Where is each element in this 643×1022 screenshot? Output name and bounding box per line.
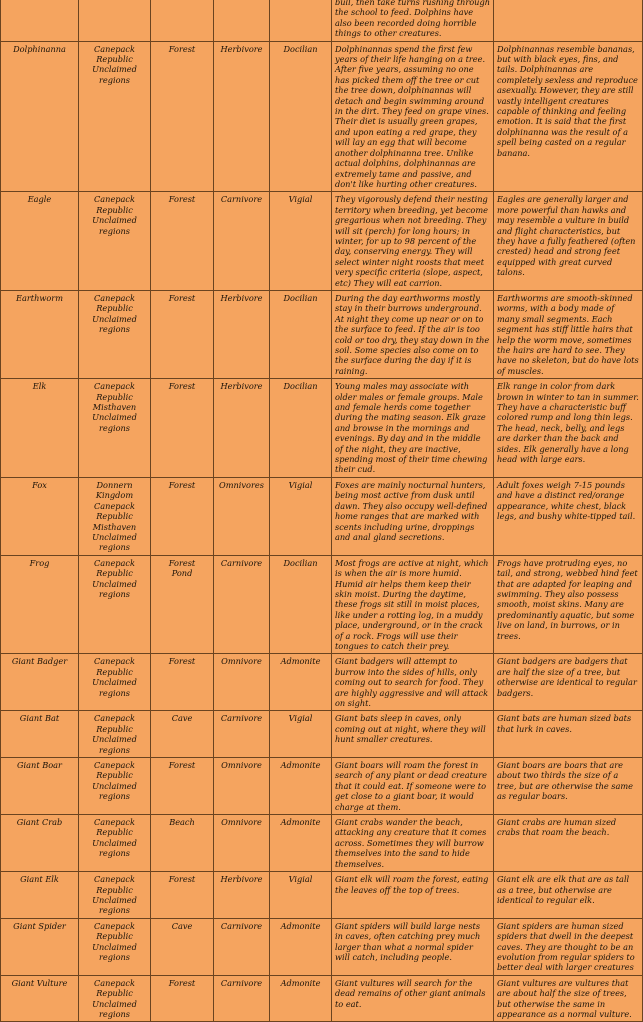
creature-row (1, 975, 643, 1022)
creature-habitat-cell (151, 758, 214, 815)
creature-region: Misthaven (92, 402, 137, 413)
creature-row (1, 872, 643, 919)
creature-appearance-cell (494, 555, 643, 654)
creature-temperament-cell (270, 477, 332, 555)
creature-name-cell (1, 477, 79, 555)
creature-habitat-cell (151, 0, 214, 41)
creature-regions-cell (79, 872, 151, 919)
creature-appearance: Dolphinannas resemble bananas, but with black eyes, fins, and tails. Dolphinannas are completely sexless and reproduce asexually. However, they are still vastly intelligent creatures capable of thinking and feeling emotion. It is said that the first dolphinanna was the result of a spell being casted on a regular banana. (497, 43, 638, 158)
creature-temperament-cell (270, 918, 332, 975)
creature-behavior-cell (332, 654, 494, 711)
creature-appearance: Giant spiders are human sized spiders that dwell in the deepest caves. They are thought to be an evolution from regular spiders to better deal with larger creatures (497, 920, 635, 973)
creature-name: Elk (32, 381, 47, 392)
creature-diet-cell (214, 290, 270, 378)
creature-behavior-cell (332, 815, 494, 872)
creature-appearance-cell (494, 758, 643, 815)
creature-temperament: Docilian (283, 43, 318, 54)
creature-behavior: They vigorously defend their nesting territory when breeding, yet become gregarious when not breeding. They will sit (perch) for long hours; in winter, for up to 98 percent of the day, conserving energy. They will select winter night roosts that meet very specific criteria (slope, aspect, etc) They will eat carrion. (335, 194, 488, 288)
creature-behavior: Foxes are mainly nocturnal hunters, being most active from dusk until dawn. They also occupy well-defined home ranges that are marked with scents including urine, droppings and anal gland secretions. (335, 479, 488, 542)
creature-habitat-cell (151, 872, 214, 919)
creature-name: Earthworm (16, 292, 63, 303)
creature-region: Unclaimed regions (92, 578, 137, 599)
creature-appearance: Eagles are generally larger and more powerful than hawks and may resemble a vulture in build and flight characteristics, but they have a fully feathered (often crested) head and strong feet equipped with great curved talons. (497, 194, 636, 278)
creature-region: Unclaimed regions (92, 837, 137, 859)
creature-regions-cell (79, 975, 151, 1022)
creature-name-cell (1, 0, 79, 41)
creature-name-cell (1, 379, 79, 478)
creature-habitat: Forest (168, 43, 196, 54)
creature-diet: Omnivore (221, 656, 262, 667)
creature-region: Canepack Republic (94, 874, 135, 895)
creature-temperament: Vigial (288, 874, 313, 885)
creature-habitat-cell (151, 379, 214, 478)
creature-regions-cell (79, 477, 151, 555)
creature-region: Canepack Republic (94, 557, 135, 579)
creature-appearance: Giant vultures are vultures that are about half the size of trees, but otherwise the same in appearance as a normal vulture. (497, 977, 632, 1019)
creature-region: Unclaimed regions (92, 215, 137, 236)
creature-diet: Herbivore (220, 874, 263, 885)
creature-appearance: Earthworms are smooth-skinned worms, with a body made of many small segments. Each segment has stiff little hairs that help the worm move, sometimes the hairs are hard to see. They have no skeleton, but do have lots of muscles. (497, 292, 639, 376)
creature-name: Giant Elk (20, 874, 59, 885)
creature-temperament: Admonite (280, 977, 321, 988)
creature-temperament: Docilian (283, 292, 318, 303)
creature-temperament-cell (270, 0, 332, 41)
creature-row (1, 379, 643, 478)
creature-diet-cell (214, 41, 270, 192)
creature-behavior-cell (332, 192, 494, 291)
creature-habitat: Cave (171, 713, 193, 724)
creature-region: Canepack Republic (94, 977, 135, 999)
creature-diet-cell (214, 758, 270, 815)
creature-row (1, 192, 643, 291)
creature-habitat-cell (151, 41, 214, 192)
creature-temperament: Docilian (283, 557, 318, 568)
creature-appearance-cell (494, 918, 643, 975)
creature-region: Unclaimed regions (92, 531, 137, 553)
creature-appearance: Frogs have protruding eyes, no tail, and strong, webbed hind feet that are adapted for leaping and swimming. They also possess smooth, moist skins. Many are predominantly aquatic, but some live on land, in burrows, or in trees. (497, 557, 638, 641)
creature-behavior: Giant vultures will search for the dead remains of other giant animals to eat. (335, 977, 486, 1009)
creature-habitat: Forest (168, 760, 196, 771)
creature-diet: Carnivore (220, 557, 263, 568)
creature-region: Unclaimed regions (92, 941, 137, 962)
creature-appearance-cell (494, 290, 643, 378)
creature-diet: Carnivore (220, 977, 263, 988)
creature-name-cell (1, 918, 79, 975)
creature-appearance-cell (494, 815, 643, 872)
creature-temperament-cell (270, 815, 332, 872)
creature-regions-cell (79, 711, 151, 758)
creature-behavior-cell (332, 477, 494, 555)
creature-temperament-cell (270, 379, 332, 478)
creature-behavior: During the day earthworms mostly stay in their burrows underground. At night they come up near or on to the surface to feed. If the air is too cold or too dry, they stay down in the soil. Some species also come on to the surface during the day if it is raining. (335, 292, 490, 376)
creature-diet-cell (214, 0, 270, 41)
creature-region: Canepack Republic (94, 817, 135, 838)
creature-appearance: Giant crabs are human sized crabs that roam the beach. (497, 817, 617, 838)
creature-name-cell (1, 758, 79, 815)
creature-region: Unclaimed regions (92, 894, 137, 916)
creature-temperament-cell (270, 711, 332, 758)
creature-diet: Omnivores (219, 479, 264, 490)
creature-region: Canepack Republic (94, 920, 135, 942)
creature-name-cell (1, 41, 79, 192)
creature-behavior-cell (332, 379, 494, 478)
creature-region: Canepack Republic (94, 43, 135, 65)
creature-behavior: Giant crabs wander the beach, attacking any creature that it comes across. Sometimes they will burrow themselves into the sand to hide themselves. (335, 817, 487, 869)
creature-regions-cell (79, 41, 151, 192)
creature-name-cell (1, 711, 79, 758)
creature-habitat-cell (151, 711, 214, 758)
creature-habitat: Forest (168, 557, 196, 568)
creature-regions-cell (79, 379, 151, 478)
creature-temperament: Admonite (280, 817, 321, 828)
creature-temperament: Admonite (280, 760, 321, 771)
creature-diet: Carnivore (220, 713, 263, 724)
creature-habitat-cell (151, 477, 214, 555)
creature-behavior-cell (332, 758, 494, 815)
creature-appearance: Adult foxes weigh 7-15 pounds and have a distinct red/orange appearance, white chest, black legs, and bushy white-tipped tail. (497, 479, 636, 522)
creature-diet: Herbivore (220, 381, 263, 392)
creature-appearance: Giant badgers are badgers that are half the size of a tree, but otherwise are identical to regular badgers. (497, 656, 637, 698)
creature-region: Misthaven (92, 521, 137, 532)
creature-habitat: Forest (168, 656, 196, 667)
creature-appearance-cell (494, 41, 643, 192)
creature-regions-cell (79, 918, 151, 975)
creature-name: Eagle (27, 194, 52, 205)
creature-diet-cell (214, 872, 270, 919)
creature-temperament-cell (270, 555, 332, 654)
creature-temperament-cell (270, 654, 332, 711)
creature-diet: Herbivore (220, 292, 263, 303)
creature-appearance-cell (494, 477, 643, 555)
creature-name: Frog (29, 557, 50, 568)
creature-name: Giant Vulture (11, 977, 68, 988)
creature-behavior-cell (332, 555, 494, 654)
creature-name-cell (1, 192, 79, 291)
creature-region: Unclaimed regions (92, 64, 137, 85)
creature-region: Canepack Republic (94, 500, 135, 522)
creature-behavior-cell (332, 290, 494, 378)
creature-appearance: Elk range in color from dark brown in winter to tan in summer. They have a characteristic buff colored rump and long thin legs. The head, neck, belly, and legs are darker than the back and sides. Elk generally have a long head with large ears. (497, 381, 639, 465)
creature-behavior: Giant bats sleep in caves, only coming out at night, where they will hunt smaller creatures. (335, 713, 486, 745)
creature-appearance-cell (494, 0, 643, 41)
creature-region: Canepack Republic (94, 292, 135, 314)
creature-diet-cell (214, 555, 270, 654)
creature-region: Donnern Kingdom (95, 479, 134, 501)
creature-regions-cell (79, 555, 151, 654)
creature-habitat: Forest (168, 479, 196, 490)
creature-temperament-cell (270, 758, 332, 815)
creature-diet-cell (214, 477, 270, 555)
creature-habitat: Cave (171, 920, 193, 931)
creature-name: Giant Crab (16, 817, 63, 828)
creature-temperament-cell (270, 975, 332, 1022)
creature-name-cell (1, 872, 79, 919)
creature-temperament: Docilian (283, 381, 318, 392)
creature-diet: Carnivore (220, 194, 263, 205)
creature-behavior: Giant boars will roam the forest in search of any plant or dead creature that it could eat. If someone were to get close to a giant boar, it would charge at them. (335, 760, 487, 812)
creature-temperament-cell (270, 290, 332, 378)
creature-row (1, 290, 643, 378)
creature-behavior-cell (332, 0, 494, 41)
creature-name-cell (1, 290, 79, 378)
creature-temperament: Admonite (280, 920, 321, 931)
creature-regions-cell (79, 290, 151, 378)
creature-region: Canepack Republic (94, 194, 135, 215)
creature-diet-cell (214, 815, 270, 872)
creature-name: Giant Spider (13, 920, 66, 931)
creature-row (1, 0, 643, 41)
creature-name-cell (1, 815, 79, 872)
creature-behavior: Giant badgers will attempt to burrow into the sides of hills, only coming out to search for food. They are highly aggressive and will attack on sight. (335, 656, 489, 708)
creature-regions-cell (79, 0, 151, 41)
creature-name-cell (1, 555, 79, 654)
creature-region: Unclaimed regions (92, 677, 137, 698)
creature-region: Canepack Republic (94, 760, 135, 781)
creature-row (1, 41, 643, 192)
creature-row (1, 477, 643, 555)
creature-row (1, 555, 643, 654)
creature-habitat: Forest (168, 194, 196, 205)
creature-habitat: Forest (168, 977, 196, 988)
creature-regions-cell (79, 192, 151, 291)
creature-regions-cell (79, 758, 151, 815)
creature-habitat-cell (151, 654, 214, 711)
creature-appearance-cell (494, 654, 643, 711)
creature-diet: Herbivore (220, 43, 263, 54)
creature-habitat-cell (151, 192, 214, 291)
creature-behavior: bull, then take turns rushing through the school to feed. Dolphins have also been recorded doing horrible things to other creatures. (335, 0, 490, 39)
creature-diet-cell (214, 379, 270, 478)
creature-temperament-cell (270, 41, 332, 192)
creature-habitat-cell (151, 290, 214, 378)
creature-behavior-cell (332, 872, 494, 919)
creature-diet-cell (214, 711, 270, 758)
creature-habitat-cell (151, 555, 214, 654)
creature-regions-cell (79, 654, 151, 711)
creature-diet-cell (214, 975, 270, 1022)
creature-behavior: Most frogs are active at night, which is when the air is more humid. Humid air helps them keep their skin moist. During the daytime, these frogs sit still in moist places, like under a rotting log, in a muddy place, underground, or in the crack of a rock. Frogs will use their tongues to catch their prey. (335, 557, 489, 651)
creature-region: Unclaimed regions (92, 998, 137, 1019)
creature-appearance-cell (494, 379, 643, 478)
creature-habitat-cell (151, 918, 214, 975)
creature-name-cell (1, 975, 79, 1022)
creature-habitat: Forest (168, 292, 196, 303)
creature-diet: Omnivore (221, 760, 262, 771)
creature-region: Canepack Republic (94, 656, 135, 677)
creature-habitat: Pond (171, 568, 193, 579)
creature-appearance-cell (494, 711, 643, 758)
creature-region: Unclaimed regions (92, 734, 137, 755)
creature-diet-cell (214, 192, 270, 291)
creature-habitat: Beach (169, 817, 195, 828)
creature-name-cell (1, 654, 79, 711)
creature-row (1, 918, 643, 975)
creature-behavior-cell (332, 918, 494, 975)
creature-region: Unclaimed regions (92, 780, 137, 802)
creature-regions-cell (79, 815, 151, 872)
creature-region: Canepack Republic (94, 381, 135, 402)
creature-behavior: Giant elk will roam the forest, eating the leaves off the top of trees. (335, 874, 489, 895)
creature-appearance-cell (494, 975, 643, 1022)
creature-behavior-cell (332, 975, 494, 1022)
creature-row (1, 654, 643, 711)
creature-behavior-cell (332, 41, 494, 192)
creature-behavior: Giant spiders will build large nests in caves, often catching prey much larger than what a normal spider will catch, including people. (335, 920, 481, 962)
creature-name: Dolphinanna (13, 43, 66, 54)
creature-diet-cell (214, 918, 270, 975)
creature-name: Fox (32, 479, 47, 490)
creature-behavior: Young males may associate with older males or female groups. Male and female herds come together during the mating season. Elk graze and browse in the mornings and evenings. By day and in the middle of the night, they are inactive, spending most of their time chewing their cud. (335, 381, 488, 475)
creature-row (1, 815, 643, 872)
creature-diet: Omnivore (221, 817, 262, 828)
creature-appearance: Giant elk are elk that are as tall as a tree, but otherwise are identical to regular elk. (497, 874, 630, 905)
creature-habitat: Forest (168, 381, 196, 392)
creature-temperament-cell (270, 192, 332, 291)
creature-temperament-cell (270, 872, 332, 919)
creature-behavior-cell (332, 711, 494, 758)
creature-appearance-cell (494, 192, 643, 291)
creature-diet: Carnivore (220, 920, 263, 931)
creature-row (1, 758, 643, 815)
creature-name: Giant Badger (11, 656, 68, 667)
creature-region: Canepack Republic (94, 713, 135, 734)
creature-row (1, 711, 643, 758)
creature-habitat: Forest (168, 874, 196, 885)
creature-habitat-cell (151, 975, 214, 1022)
creature-region: Unclaimed regions (92, 313, 137, 335)
creature-appearance: Giant bats are human sized bats that lurk in caves. (497, 713, 632, 734)
creature-behavior: Dolphinannas spend the first few years of their life hanging on a tree. After five years, assuming no one has picked them off the tree or cut the tree down, dolphinannas will detach and begin swimming around in the dirt. They feed on grape vines. Their diet is usually green grapes, and upon eating a red grape, they will lay an egg that will become another dolphinanna tree. Unlike actual dolphins, dolphinannas are extremely tame and passive, and don't like hurting other creatures. (335, 43, 489, 189)
creature-diet-cell (214, 654, 270, 711)
creature-appearance-cell (494, 872, 643, 919)
creature-temperament: Vigial (288, 479, 313, 490)
creature-temperament: Vigial (288, 713, 313, 724)
creature-region: Unclaimed regions (92, 412, 137, 433)
creature-name: Giant Bat (19, 713, 60, 724)
creature-habitat-cell (151, 815, 214, 872)
creature-temperament: Vigial (288, 194, 313, 205)
creature-temperament: Admonite (280, 656, 321, 667)
creature-appearance: Giant boars are boars that are about two thirds the size of a tree, but are otherwise the same as regular boars. (497, 760, 633, 802)
creature-table-body (1, 0, 643, 1022)
creature-name: Giant Boar (17, 760, 62, 771)
